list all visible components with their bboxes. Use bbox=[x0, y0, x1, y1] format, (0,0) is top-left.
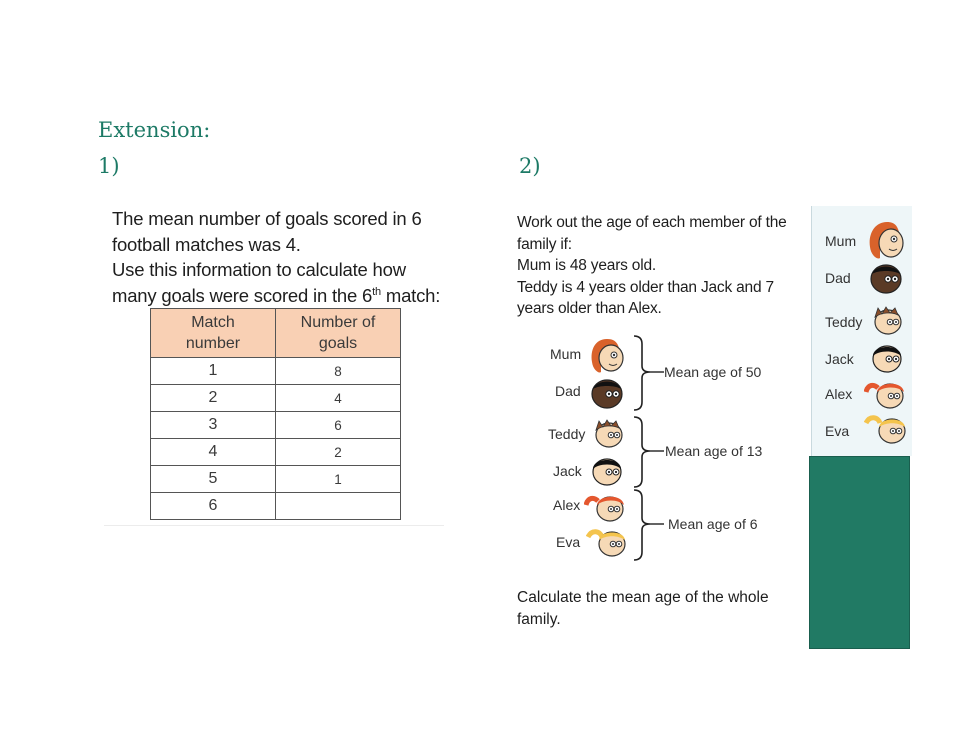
member-label-teddy: Teddy bbox=[548, 426, 586, 442]
table-row bbox=[151, 466, 401, 493]
member-label-mum: Mum bbox=[550, 346, 582, 362]
sidebar-label-mum: Mum bbox=[825, 233, 857, 249]
goals-cell: 8 bbox=[276, 358, 401, 385]
goals-table bbox=[150, 308, 401, 520]
goals-cell: 2 bbox=[276, 439, 401, 466]
sidebar-label-dad: Dad bbox=[825, 270, 851, 286]
table-row bbox=[151, 493, 401, 520]
mum-face-icon bbox=[587, 336, 627, 376]
eva-face-icon bbox=[586, 527, 628, 559]
goals-cell: 4 bbox=[276, 385, 401, 412]
question-1-number: 1) bbox=[98, 154, 120, 178]
table-row bbox=[151, 412, 401, 439]
header-number-of-goals: Number of goals bbox=[276, 309, 401, 358]
question-2-text bbox=[517, 212, 807, 320]
brace-mum-dad bbox=[628, 334, 668, 414]
sidebar-alex-face-icon bbox=[864, 378, 908, 412]
sidebar-mum-face-icon bbox=[865, 219, 907, 263]
q2-line: family if: bbox=[517, 235, 572, 253]
extension-heading: Extension: bbox=[98, 118, 211, 142]
q1-line: many goals were scored in the 6th match: bbox=[112, 284, 441, 306]
match-cell: 4 bbox=[151, 439, 276, 466]
goals-cell: 6 bbox=[276, 412, 401, 439]
q2-line: Mum is 48 years old. bbox=[517, 257, 656, 274]
sidebar-label-teddy: Teddy bbox=[825, 314, 863, 330]
sidebar-label-jack: Jack bbox=[825, 351, 854, 367]
sidebar-dad-face-icon bbox=[866, 262, 906, 296]
question-2-number: 2) bbox=[519, 154, 541, 178]
question-1-text bbox=[112, 206, 457, 308]
sidebar-teddy-face-icon bbox=[868, 305, 904, 337]
q1-line: The mean number of goals scored in 6 bbox=[112, 208, 422, 229]
table-row bbox=[151, 358, 401, 385]
match-cell: 5 bbox=[151, 466, 276, 493]
green-answer-box bbox=[809, 456, 910, 649]
question-2-calculate bbox=[517, 587, 787, 630]
q1-line: football matches was 4. bbox=[112, 233, 301, 255]
brace-teddy-jack bbox=[628, 415, 668, 491]
sidebar-label-alex: Alex bbox=[825, 386, 853, 402]
q1-line: Use this information to calculate how bbox=[112, 259, 406, 280]
teddy-face-icon bbox=[589, 418, 625, 450]
mean-label-alex-eva: Mean age of 6 bbox=[668, 516, 758, 532]
dad-face-icon bbox=[587, 377, 627, 411]
goals-cell-blank bbox=[276, 493, 401, 520]
member-label-jack: Jack bbox=[553, 463, 582, 479]
match-cell: 6 bbox=[151, 493, 276, 520]
table-row bbox=[151, 439, 401, 466]
calc-line: family. bbox=[517, 610, 561, 628]
divider bbox=[104, 525, 444, 526]
member-label-alex: Alex bbox=[553, 497, 581, 513]
header-match-number: Match number bbox=[151, 309, 276, 358]
goals-cell: 1 bbox=[276, 466, 401, 493]
member-label-eva: Eva bbox=[556, 534, 581, 550]
brace-alex-eva bbox=[628, 488, 668, 564]
sidebar-eva-face-icon bbox=[864, 413, 910, 447]
calc-line: Calculate the mean age of the whole bbox=[517, 589, 769, 606]
match-cell: 2 bbox=[151, 385, 276, 412]
mean-label-teddy-jack: Mean age of 13 bbox=[665, 443, 763, 459]
jack-face-icon bbox=[589, 454, 625, 488]
sidebar-jack-face-icon bbox=[868, 341, 906, 375]
match-cell: 1 bbox=[151, 358, 276, 385]
member-label-dad: Dad bbox=[555, 383, 581, 399]
table-row bbox=[151, 385, 401, 412]
q2-line: Teddy is 4 years older than Jack and 7 bbox=[517, 278, 774, 296]
alex-face-icon bbox=[584, 491, 628, 525]
q2-line: Work out the age of each member of the bbox=[517, 214, 787, 231]
q2-line: years older than Alex. bbox=[517, 300, 662, 317]
mean-label-parents: Mean age of 50 bbox=[664, 364, 762, 380]
sidebar-label-eva: Eva bbox=[825, 423, 850, 439]
match-cell: 3 bbox=[151, 412, 276, 439]
